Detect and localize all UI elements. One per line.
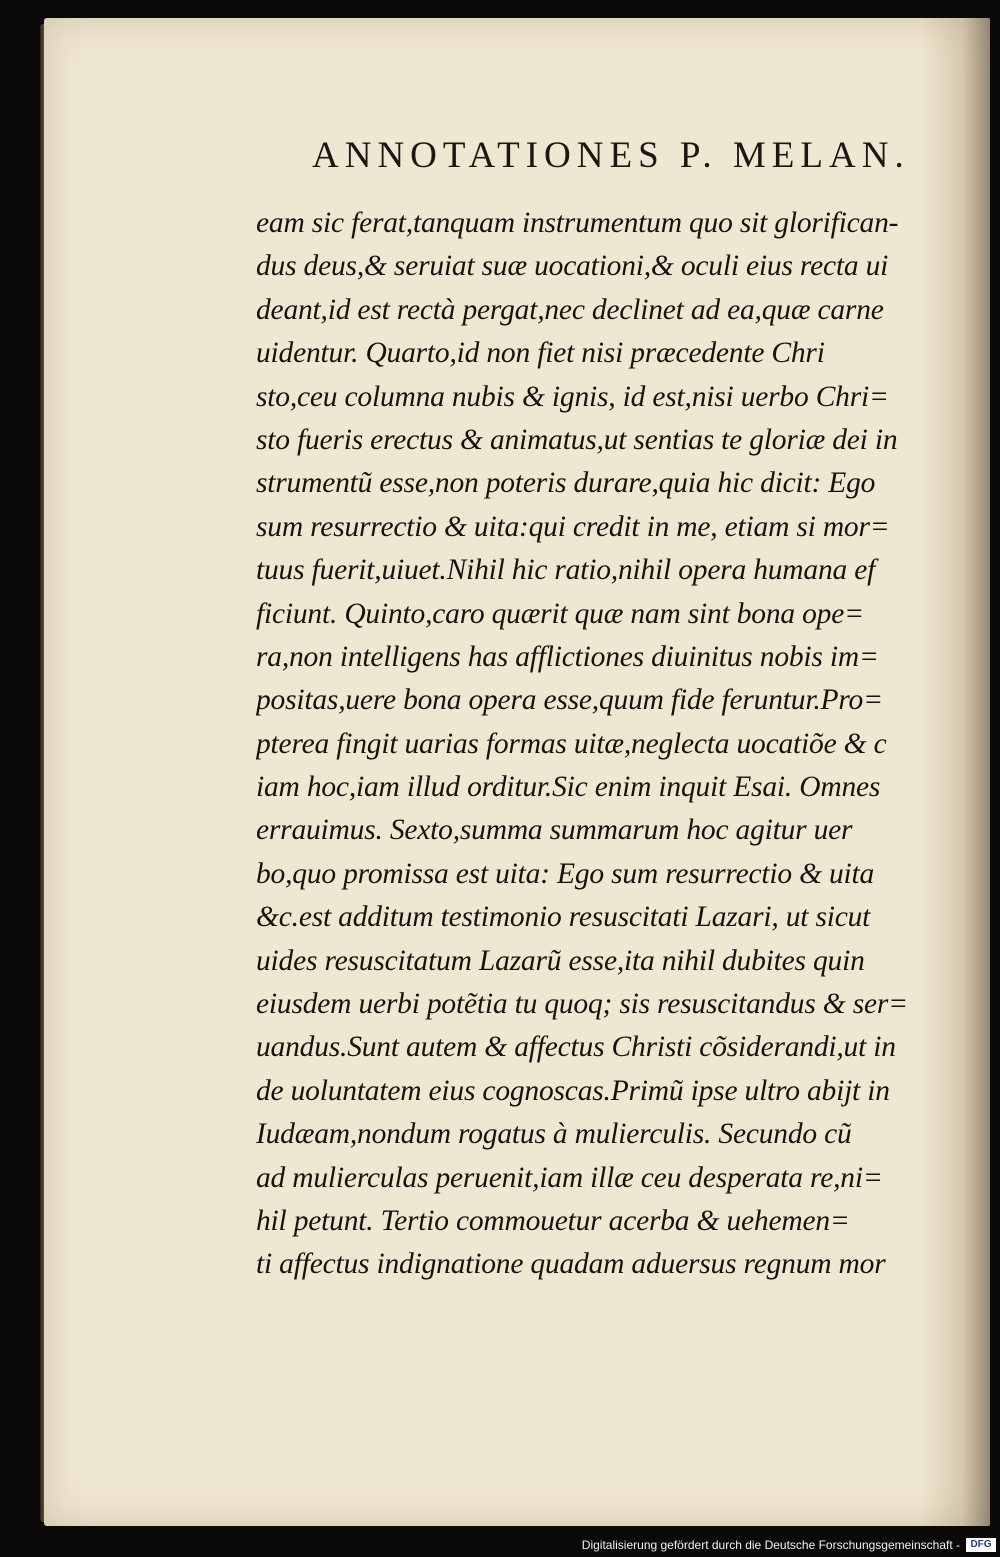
body-text <box>256 202 956 1287</box>
text-line: dus deus,& seruiat suæ uocationi,& oculi eius recta ui <box>256 250 889 283</box>
text-line: deant,id est rectà pergat,nec declinet ad ea,quæ carne <box>256 293 884 326</box>
text-line: sto,ceu columna nubis & ignis, id est,nisi uerbo Chri= <box>256 380 889 413</box>
text-line: pterea fingit uarias formas uitæ,neglecta uocatiõe & c <box>256 727 887 760</box>
text-line: eiusdem uerbi potẽtia tu quoq; sis resuscitandus & ser= <box>256 988 908 1021</box>
text-line: positas,uere bona opera esse,quum fide feruntur.Pro= <box>256 684 883 717</box>
text-line: sum resurrectio & uita:qui credit in me, etiam si mor= <box>256 510 890 543</box>
text-line: uides resuscitatum Lazarũ esse,ita nihil dubites quin <box>256 944 865 977</box>
text-line: sto fueris erectus & animatus,ut sentias te gloriæ dei in <box>256 423 898 456</box>
text-line: iam hoc,iam illud orditur.Sic enim inquit Esai. Omnes <box>256 771 881 804</box>
text-line: hil petunt. Tertio commouetur acerba & uehemen= <box>256 1204 850 1237</box>
text-line: tuus fuerit,uiuet.Nihil hic ratio,nihil opera humana ef <box>256 554 876 587</box>
text-line: ti affectus indignatione quadam aduersus regnum mor <box>256 1248 886 1281</box>
text-line: Iudæam,nondum rogatus à mulierculis. Secundo cũ <box>256 1118 852 1151</box>
text-line: eam sic ferat,tanquam instrumentum quo sit glorifican- <box>256 207 899 239</box>
digitization-credit: Digitalisierung gefördert durch die Deutsche Forschungsgemeinschaft - <box>581 1538 960 1552</box>
text-line: uandus.Sunt autem & affectus Christi cõsiderandi,ut in <box>256 1031 896 1064</box>
dfg-logo: DFG <box>966 1538 996 1552</box>
text-line: ra,non intelligens has afflictiones diuinitus nobis im= <box>256 640 879 673</box>
text-line: uidentur. Quarto,id non fiet nisi præcedente Chri <box>256 337 825 370</box>
text-line: bo,quo promissa est uita: Ego sum resurrectio & uita <box>256 857 875 890</box>
text-line: strumentũ esse,non poteris durare,quia hic dicit: Ego <box>256 467 876 500</box>
text-line: &c.est additum testimonio resuscitati Lazari, ut sicut <box>256 901 871 934</box>
text-line: errauimus. Sexto,summa summarum hoc agitur uer <box>256 814 853 847</box>
text-line: ficiunt. Quinto,caro quærit quæ nam sint bona ope= <box>256 597 864 630</box>
running-head: ANNOTATIONES P. MELAN. <box>312 135 910 176</box>
text-line: ad mulierculas peruenit,iam illæ ceu desperata re,ni= <box>256 1161 883 1194</box>
text-line: de uoluntatem eius cognoscas.Primũ ipse ultro abijt in <box>256 1074 890 1107</box>
